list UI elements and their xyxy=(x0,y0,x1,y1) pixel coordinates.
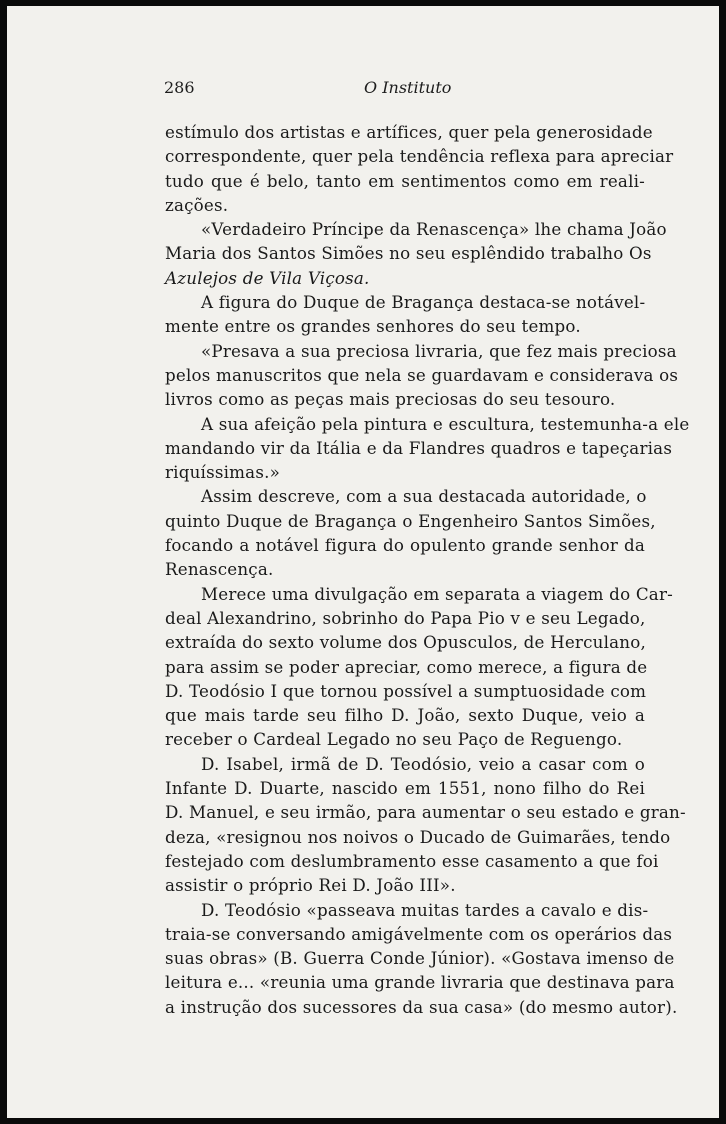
text-line: mente entre os grandes senhores do seu tempo. xyxy=(165,316,581,337)
running-title: O Instituto xyxy=(364,78,452,97)
page-number: 286 xyxy=(164,78,195,97)
text-line: focando a notável figura do opulento grande senhor da xyxy=(165,535,645,556)
text-line: A sua afeição pela pintura e escultura, testemunha-a ele xyxy=(201,413,690,434)
text-line: zações. xyxy=(165,194,229,215)
text-line: D. Teodósio «passeava muitas tardes a cavalo e dis- xyxy=(201,899,649,920)
text-line: Maria dos Santos Simões no seu esplêndido trabalho Os xyxy=(165,243,652,264)
body-text xyxy=(165,120,690,1019)
text-line: pelos manuscritos que nela se guardavam e considerava os xyxy=(165,364,679,385)
text-line: «Presava a sua preciosa livraria, que fez mais preciosa xyxy=(201,340,677,361)
text-line: D. Isabel, irmã de D. Teodósio, veio a casar com o xyxy=(201,753,645,774)
text-line: Azulejos de Vila Viçosa. xyxy=(165,267,370,288)
text-line: leitura e... «reunia uma grande livraria que destinava para xyxy=(165,972,675,993)
text-line: correspondente, quer pela tendência reflexa para apreciar xyxy=(165,146,674,167)
text-line: D. Teodósio I que tornou possível a sumptuosidade com xyxy=(165,680,647,701)
text-line: Infante D. Duarte, nascido em 1551, nono filho do Rei xyxy=(165,778,645,799)
text-line: festejado com deslumbramento esse casamento a que foi xyxy=(165,850,659,871)
text-line: tudo que é belo, tanto em sentimentos como em reali- xyxy=(165,170,645,191)
text-line: riquíssimas.» xyxy=(165,462,280,483)
text-line: Merece uma divulgação em separata a viagem do Car- xyxy=(201,583,673,604)
text-line: mandando vir da Itália e da Flandres quadros e tapeçarias xyxy=(165,437,673,458)
text-line: deza, «resignou nos noivos o Ducado de Guimarães, tendo xyxy=(165,826,671,847)
text-line: A figura do Duque de Bragança destaca-se notável- xyxy=(201,292,646,313)
text-line: Assim descreve, com a sua destacada autoridade, o xyxy=(201,486,647,507)
text-line: extraída do sexto volume dos Opusculos, de Herculano, xyxy=(165,632,646,653)
text-line: receber o Cardeal Legado no seu Paço de Reguengo. xyxy=(165,729,623,750)
text-line: quinto Duque de Bragança o Engenheiro Santos Simões, xyxy=(165,510,656,531)
text-line: livros como as peças mais preciosas do seu tesouro. xyxy=(165,389,616,410)
page-header xyxy=(164,78,644,102)
text-line: para assim se poder apreciar, como merece, a figura de xyxy=(165,656,648,677)
text-line: deal Alexandrino, sobrinho do Papa Pio v e seu Legado, xyxy=(165,607,646,628)
text-line: Renascença. xyxy=(165,559,274,580)
text-line: assistir o próprio Rei D. João III». xyxy=(165,875,456,896)
text-line: que mais tarde seu filho D. João, sexto Duque, veio a xyxy=(165,705,645,726)
text-line: traia-se conversando amigávelmente com os operários das xyxy=(165,923,673,944)
text-line: a instrução dos sucessores da sua casa» (do mesmo autor). xyxy=(165,996,678,1017)
book-page xyxy=(7,6,719,1118)
text-line: estímulo dos artistas e artífices, quer pela generosidade xyxy=(165,122,653,142)
text-line: D. Manuel, e seu irmão, para aumentar o seu estado e gran- xyxy=(165,802,686,823)
text-line: suas obras» (B. Guerra Conde Júnior). «Gostava imenso de xyxy=(165,948,675,969)
text-line: «Verdadeiro Príncipe da Renascença» lhe chama João xyxy=(201,219,667,240)
